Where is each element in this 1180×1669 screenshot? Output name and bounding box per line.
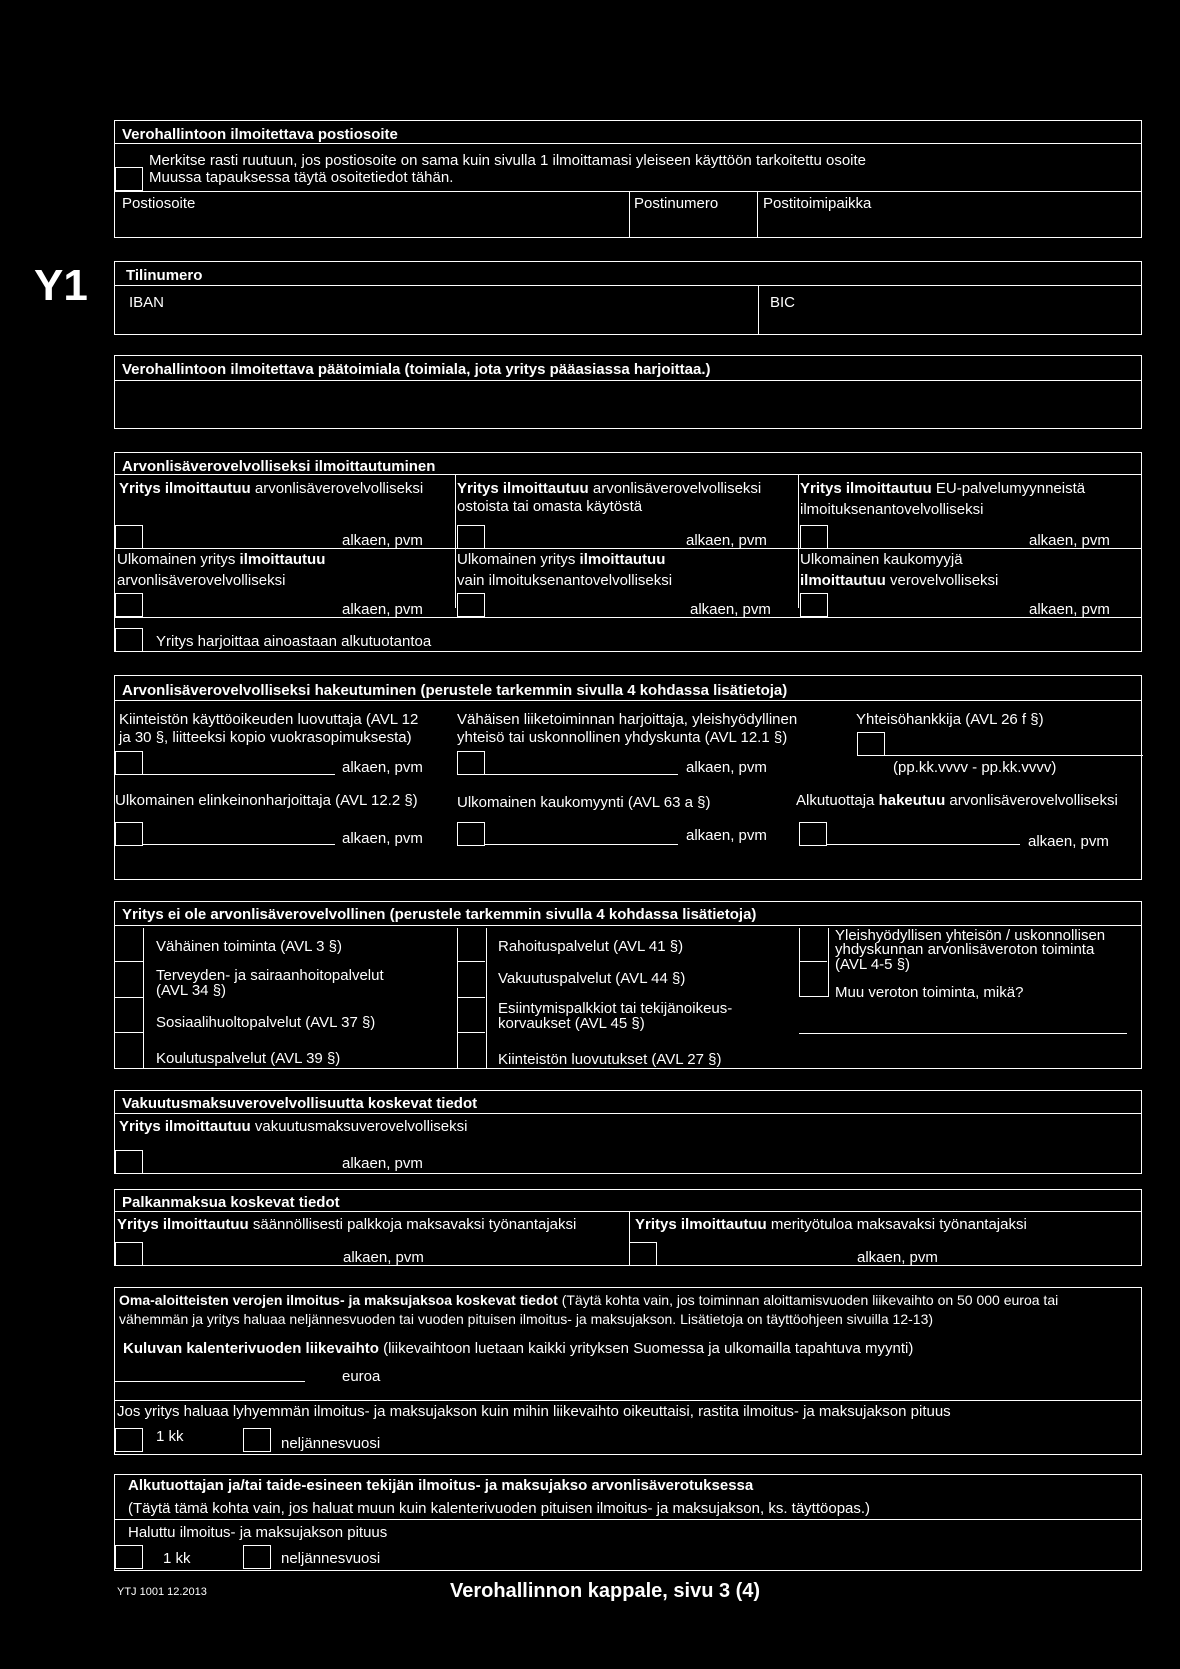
minor-activity-checkbox[interactable] bbox=[115, 928, 143, 960]
minor-business-date-line[interactable] bbox=[485, 774, 678, 775]
distance-seller-checkbox[interactable] bbox=[800, 593, 828, 617]
primary-producer-apply-checkbox[interactable] bbox=[799, 822, 827, 846]
bic-label: BIC bbox=[770, 294, 796, 311]
vat-registration-section: Arvonlisäverovelvolliseksi ilmoittautuminen Yritys ilmoittautuu arvonlisäverovelvolliseksi Yritys ilmoittautuu arvonlisäverovelvolliseksi ostoista tai omasta käytöstä Yritys ilmoittautuu EU-palvelumyynneistä ilmoituksenantovelvolliseksi alkaen, pvm alkaen, pvm alkaen, pvm Ulkomainen yritys ilmoittautuu arvonlisäverovelvolliseksi Ulkomainen yritys ilmoittautuu vain ilmoituksenantovelvolliseksi Ulkomainen kaukomyyjä ilmoittautuu verovelvolliseksi alkaen, pvm alkaen, pvm alkaen, pvm Yritys harjoittaa ainoastaan alkutuotantoa bbox=[114, 452, 1142, 652]
property-lessor-date-line[interactable] bbox=[143, 774, 335, 775]
performance-fees-checkbox[interactable] bbox=[457, 999, 485, 1031]
vat-registration-checkbox[interactable] bbox=[115, 525, 143, 549]
section-title: Palkanmaksua koskevat tiedot bbox=[122, 1194, 340, 1211]
section-title: Verohallintoon ilmoitettava päätoimiala (toimiala, jota yritys pääasiassa harjoittaa.) bbox=[122, 361, 711, 378]
foreign-reporting-checkbox[interactable] bbox=[457, 593, 485, 617]
payroll-section: Palkanmaksua koskevat tiedot Yritys ilmoittautuu säännöllisesti palkkoja maksavaksi työnantajaksi Yritys ilmoittautuu merityötuloa maksavaksi työnantajaksi alkaen, pvm alkaen, pvm bbox=[114, 1189, 1142, 1266]
bic-input[interactable] bbox=[761, 312, 1139, 334]
section-title: Vakuutusmaksuverovelvollisuutta koskevat tiedot bbox=[122, 1095, 478, 1112]
industry-section bbox=[114, 355, 1142, 429]
other-exempt-line[interactable] bbox=[799, 1033, 1127, 1034]
education-services-checkbox[interactable] bbox=[115, 1034, 143, 1068]
section-title: Verohallintoon ilmoitettava postiosoite bbox=[122, 126, 398, 143]
foreign-distance-checkbox[interactable] bbox=[457, 822, 485, 846]
property-lessor-checkbox[interactable] bbox=[115, 751, 143, 775]
foreign-trader-checkbox[interactable] bbox=[115, 822, 143, 846]
same-address-checkbox[interactable] bbox=[115, 167, 143, 191]
other-exempt-checkbox[interactable] bbox=[799, 963, 827, 996]
insurance-services-checkbox[interactable] bbox=[457, 963, 485, 996]
iban-label: IBAN bbox=[129, 294, 165, 311]
primary-producer-section: Alkutuottajan ja/tai taide-esineen tekijän ilmoitus- ja maksujakso arvonlisäverotuksessa (Täytä tämä kohta vain, jos haluat muun kuin kalenterivuoden pituisen ilmoitus- ja maksujakson, ks. täyttöopas.) Haluttu ilmoitus- ja maksujakson pituus 1 kk neljännesvuosi bbox=[114, 1474, 1142, 1571]
postal-address-section: Verohallintoon ilmoitettava postiosoite Merkitse rasti ruutuun, jos postiosoite on sama kuin sivulla 1 ilmoittamasi yleiseen käyttöön tarkoitettu osoite Muussa tapauksessa täytä osoitetiedot tähän. Postiosoite Postinumero Postitoimipaikka bbox=[114, 120, 1142, 238]
primary-production-checkbox[interactable] bbox=[115, 628, 143, 652]
city-label: Postitoimipaikka bbox=[763, 195, 872, 212]
city-input[interactable] bbox=[759, 209, 1139, 237]
property-transfers-checkbox[interactable] bbox=[457, 1034, 485, 1068]
section-title: Arvonlisäverovelvolliseksi hakeutuminen (perustele tarkemmin sivulla 4 kohdassa lisätietoja) bbox=[122, 682, 788, 699]
vat-apply-section: Arvonlisäverovelvolliseksi hakeutuminen (perustele tarkemmin sivulla 4 kohdassa lisätietoja) Kiinteistön käyttöoikeuden luovuttaja (AVL 12 ja 30 §, liitteeksi kopio vuokrasopimuksesta) Vähäisen liiketoiminnan harjoittaja, yleishyödyllinen yhteisö tai uskonnollinen yhdyskunta (AVL 12.1 §) Yhteisöhankkija (AVL 26 f §) alkaen, pvm alkaen, pvm (pp.kk.vvvv - pp.kk.vvvv) Ulkomainen elinkeinonharjoittaja (AVL 12.2 §) Ulkomainen kaukomyynti (AVL 63 a §) Alkutuottaja hakeutuu arvonlisäverovelvolliseksi alkaen, pvm alkaen, pvm alkaen, pvm bbox=[114, 675, 1142, 880]
social-services-checkbox[interactable] bbox=[115, 999, 143, 1031]
primary-month-checkbox[interactable] bbox=[115, 1545, 143, 1569]
industry-input[interactable] bbox=[115, 382, 1139, 428]
minor-business-checkbox[interactable] bbox=[457, 751, 485, 775]
turnover-input[interactable] bbox=[115, 1381, 305, 1382]
maritime-employer-checkbox[interactable] bbox=[629, 1242, 657, 1266]
section-title: Arvonlisäverovelvolliseksi ilmoittautuminen bbox=[122, 458, 436, 475]
foreign-vat-checkbox[interactable] bbox=[115, 593, 143, 617]
side-label: Y1 bbox=[34, 261, 88, 310]
form-code: YTJ 1001 12.2013 bbox=[117, 1586, 207, 1598]
nonprofit-checkbox[interactable] bbox=[799, 928, 827, 960]
period-quarter-checkbox[interactable] bbox=[243, 1428, 271, 1452]
insurance-tax-section: Vakuutusmaksuverovelvollisuutta koskevat tiedot Yritys ilmoittautuu vakuutusmaksuverovelvolliseksi alkaen, pvm bbox=[114, 1090, 1142, 1174]
financial-services-checkbox[interactable] bbox=[457, 928, 485, 960]
zip-input[interactable] bbox=[631, 209, 757, 237]
zip-label: Postinumero bbox=[634, 195, 719, 212]
regular-employer-checkbox[interactable] bbox=[115, 1242, 143, 1266]
insurance-tax-checkbox[interactable] bbox=[115, 1150, 143, 1174]
self-assessed-tax-section: Oma-aloitteisten verojen ilmoitus- ja maksujaksoa koskevat tiedot (Täytä kohta vain, jos toiminnan aloittamisvuoden liikevaihto on 50 000 euroa tai vähemmän ja yritys haluaa neljännesvuoden tai vuoden pituisen ilmoitus- ja maksujakson. Lisätietoja on täyttöohjeen sivuilla 12-13) Kuluvan kalenterivuoden liikevaihto (liikevaihtoon luetaan kaikki yrityksen Suomessa ja ulkomailla tapahtuva myynti) euroa Jos yritys haluaa lyhyemmän ilmoitus- ja maksujakson kuin mihin liikevaihto oikeuttaisi, rastita ilmoitus- ja maksujakson pituus 1 kk neljännesvuosi bbox=[114, 1287, 1142, 1455]
postal-address-input[interactable] bbox=[115, 209, 629, 237]
iban-input[interactable] bbox=[115, 312, 755, 334]
account-section bbox=[114, 261, 1142, 335]
period-month-checkbox[interactable] bbox=[115, 1428, 143, 1452]
page-footer: Verohallinnon kappale, sivu 3 (4) bbox=[450, 1580, 761, 1602]
primary-quarter-checkbox[interactable] bbox=[243, 1545, 271, 1569]
health-services-checkbox[interactable] bbox=[115, 963, 143, 996]
vat-purchases-checkbox[interactable] bbox=[457, 525, 485, 549]
foreign-distance-date-line[interactable] bbox=[485, 844, 678, 845]
eu-services-checkbox[interactable] bbox=[800, 525, 828, 549]
not-vat-liable-section: Yritys ei ole arvonlisäverovelvollinen (perustele tarkemmin sivulla 4 kohdassa lisätietoja) Vähäinen toiminta (AVL 3 §) Terveyden- ja sairaanhoitopalvelut (AVL 34 §) Sosiaalihuoltopalvelut (AVL 37 §) Koulutuspalvelut (AVL 39 §) Rahoituspalvelut (AVL 41 §) Vakuutuspalvelut (AVL 44 §) Esiintymispalkkiot tai tekijänoikeus- korvaukset (AVL 45 §) Kiinteistön luovutukset (AVL 27 §) Yleishyödyllisen yhteisön / uskonnollisen yhdyskunnan arvonlisäveroton toiminta (AVL 4-5 §) Muu veroton toiminta, mikä? bbox=[114, 901, 1142, 1069]
section-title: Tilinumero bbox=[126, 267, 203, 284]
section-title: Alkutuottajan ja/tai taide-esineen tekijän ilmoitus- ja maksujakso arvonlisäverotuksessa bbox=[128, 1477, 754, 1494]
foreign-trader-date-line[interactable] bbox=[143, 844, 335, 845]
section-title: Yritys ei ole arvonlisäverovelvollinen (perustele tarkemmin sivulla 4 kohdassa lisätietoja) bbox=[122, 906, 757, 923]
postal-address-label: Postiosoite bbox=[122, 195, 196, 212]
community-acquirer-checkbox[interactable] bbox=[857, 732, 885, 756]
primary-producer-date-line[interactable] bbox=[827, 844, 1020, 845]
